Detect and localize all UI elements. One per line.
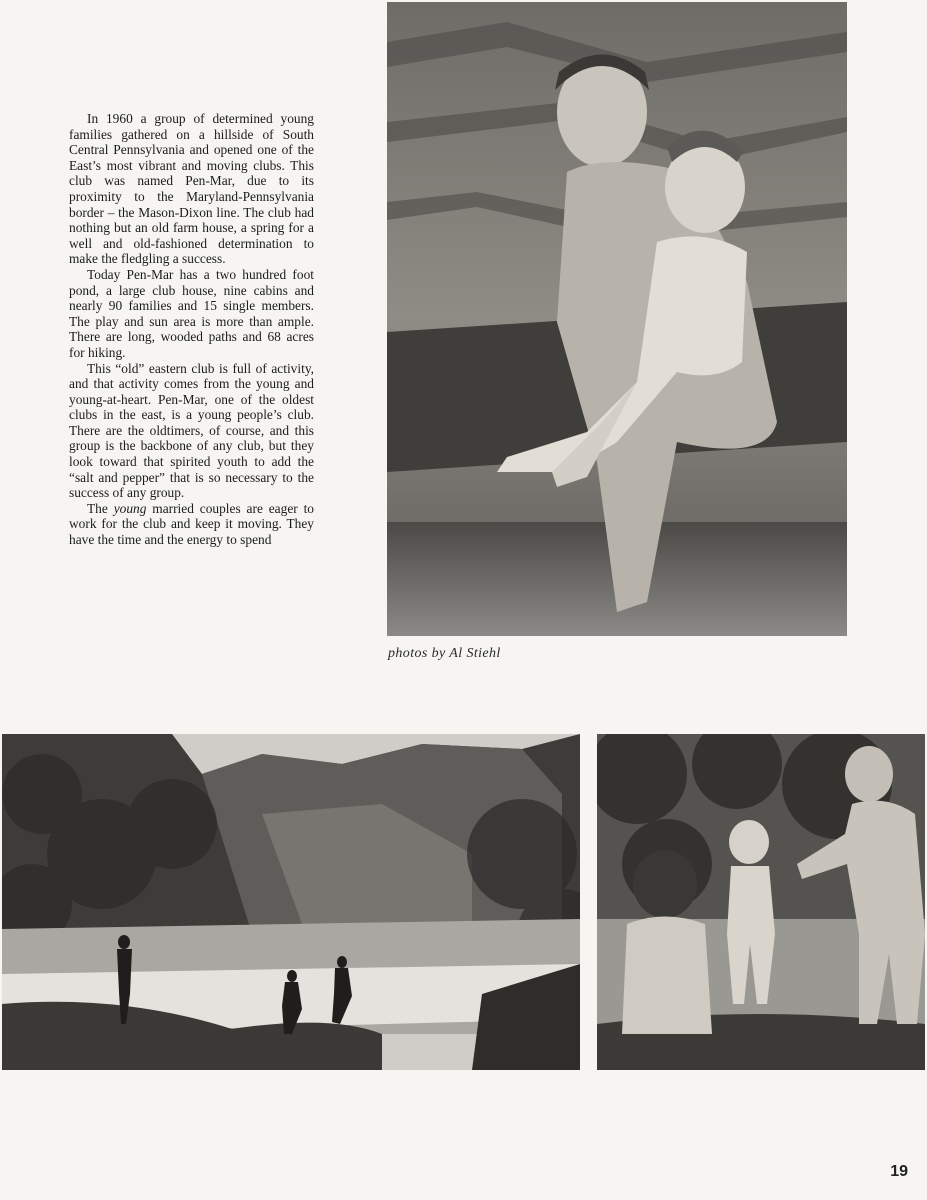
paragraph-4-rest: married couples are eager to work for the club and keep it moving. They have the time and the energy to spend <box>69 500 314 548</box>
article-paragraph-3: This “old” eastern club is full of activity, and that activity comes from the young and young-at-heart. Pen-Mar, one of the oldest clubs in the east, is a young people’s club. There are the oldtimers, of course, and this group is the backbone of any club, but they look toward that spirited youth to add the “salt and pepper” that is so necessary to the success of any group. <box>69 360 314 501</box>
photo-mother-and-child <box>387 2 847 636</box>
paragraph-4-lead: The <box>87 500 114 516</box>
photo-pond-landscape <box>2 734 580 1070</box>
article-paragraph-4 <box>69 501 314 548</box>
page-number: 19 <box>890 1163 908 1180</box>
photo-credit: photos by Al Stiehl <box>388 646 501 661</box>
photo-children-in-water <box>597 734 925 1070</box>
photo-mother-and-child-image <box>387 2 847 636</box>
article-text <box>69 111 314 548</box>
photo-pond-landscape-image <box>2 734 580 1070</box>
photo-children-in-water-image <box>597 734 925 1070</box>
article-paragraph-2: Today Pen-Mar has a two hundred foot pond, a large club house, nine cabins and nearly 90 families and 15 single members. The play and sun area is more than ample. There are long, wooded paths and 68 acres for hiking. <box>69 266 314 360</box>
article-paragraph-1: In 1960 a group of determined young families gathered on a hillside of South Central Pennsylvania and opened one of the East’s most vibrant and moving clubs. This club was named Pen-Mar, due to its proximity to the Maryland-Pennsylvania border – the Mason-Dixon line. The club had nothing but an old farm house, a spring for a well and old-fashioned determination to make the fledgling a success. <box>69 111 314 267</box>
paragraph-4-emphasis: young <box>113 500 147 516</box>
